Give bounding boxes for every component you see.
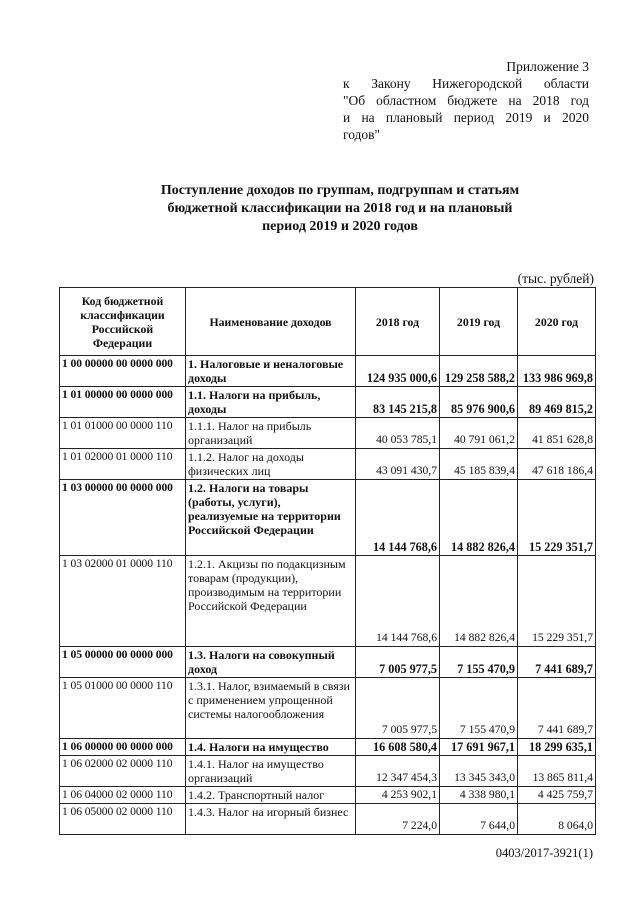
row-2019: 17 691 967,1 [440,739,518,756]
row-name: 1.1.2. Налог на доходы физических лиц [186,449,356,480]
row-name: 1.4.3. Налог на игорный бизнес [186,804,356,835]
row-2020: 133 986 969,8 [518,356,596,387]
table-row [60,418,596,449]
table-row [60,356,596,387]
row-code: 1 03 00000 00 0000 000 [60,480,186,556]
appendix-line-1: Приложение 3 [506,59,589,74]
row-2018: 83 145 215,8 [356,387,440,418]
row-2018: 7 005 977,5 [356,647,440,678]
header-name: Наименование доходов [186,288,356,356]
row-2020: 7 441 689,7 [518,678,596,739]
row-2018: 12 347 454,3 [356,756,440,787]
row-code: 1 06 04000 02 0000 110 [60,787,186,804]
row-2020: 13 865 811,4 [518,756,596,787]
table-row [60,678,596,739]
row-name: 1.4.2. Транспортный налог [186,787,356,804]
row-2020: 7 441 689,7 [518,647,596,678]
table-row [60,556,596,647]
row-2018: 14 144 768,6 [356,556,440,647]
appendix-line-4: и на плановый период 2019 и 2020 [343,110,589,125]
row-name: 1.4.1. Налог на имущество организаций [186,756,356,787]
row-2018: 124 935 000,6 [356,356,440,387]
row-code: 1 01 01000 00 0000 110 [60,418,186,449]
row-2018: 4 253 902,1 [356,787,440,804]
row-2019: 40 791 061,2 [440,418,518,449]
row-2018: 7 224,0 [356,804,440,835]
header-code: Код бюджетной классификации Российской Федерации [60,288,186,356]
row-code: 1 06 00000 00 0000 000 [60,739,186,756]
row-2018: 16 608 580,4 [356,739,440,756]
row-2020: 8 064,0 [518,804,596,835]
document-number: 0403/2017-3921(1) [495,846,593,860]
row-2020: 47 618 186,4 [518,449,596,480]
row-name: 1.1.1. Налог на прибыль организаций [186,418,356,449]
row-2019: 14 882 826,4 [440,480,518,556]
row-name: 1.3. Налоги на совокупный доход [186,647,356,678]
row-2020: 18 299 635,1 [518,739,596,756]
row-code: 1 00 00000 00 0000 000 [60,356,186,387]
table-row [60,647,596,678]
row-name: 1.1. Налоги на прибыль, доходы [186,387,356,418]
row-name: 1.4. Налоги на имущество [186,739,356,756]
row-code: 1 01 02000 01 0000 110 [60,449,186,480]
row-code: 1 01 00000 00 0000 000 [60,387,186,418]
row-2018: 40 053 785,1 [356,418,440,449]
row-code: 1 06 05000 02 0000 110 [60,804,186,835]
table-row [60,449,596,480]
row-2018: 43 091 430,7 [356,449,440,480]
row-code: 1 05 00000 00 0000 000 [60,647,186,678]
row-name: 1.2.1. Акцизы по подакцизным товарам (продукции), производимым на территории Российской Федерации [186,556,356,647]
row-name: 1.2. Налоги на товары (работы, услуги), реализуемые на территории Российской Федерации [186,480,356,556]
row-2019: 13 345 343,0 [440,756,518,787]
table-row [60,387,596,418]
row-2019: 45 185 839,4 [440,449,518,480]
header-2020: 2020 год [518,288,596,356]
table-row [60,756,596,787]
row-name: 1.3.1. Налог, взимаемый в связи с применением упрощенной системы налогообложения [186,678,356,739]
row-2020: 15 229 351,7 [518,556,596,647]
table-row [60,739,596,756]
table-row [60,787,596,804]
table-header-row [60,288,596,356]
row-2020: 15 229 351,7 [518,480,596,556]
row-name: 1. Налоговые и неналоговые доходы [186,356,356,387]
row-2019: 7 155 470,9 [440,678,518,739]
row-code: 1 06 02000 02 0000 110 [60,756,186,787]
title-line-2: бюджетной классификации на 2018 год и на плановый [167,201,513,216]
document-title [120,182,560,236]
row-2019: 14 882 826,4 [440,556,518,647]
row-2019: 129 258 588,2 [440,356,518,387]
table-row [60,480,596,556]
units-label: (тыс. рублей) [517,271,594,286]
row-2019: 85 976 900,6 [440,387,518,418]
row-code: 1 05 01000 00 0000 110 [60,678,186,739]
row-2020: 89 469 815,2 [518,387,596,418]
title-line-1: Поступление доходов по группам, подгруппам и статьям [160,183,520,198]
title-line-3: период 2019 и 2020 годов [262,219,418,234]
table-row [60,804,596,835]
row-2020: 4 425 759,7 [518,787,596,804]
appendix-note [343,58,589,143]
row-2019: 4 338 980,1 [440,787,518,804]
header-2018: 2018 год [356,288,440,356]
revenue-table [59,287,596,835]
appendix-line-5: годов" [343,127,381,142]
appendix-line-2: к Закону Нижегородской области [343,76,589,91]
header-2019: 2019 год [440,288,518,356]
row-2019: 7 155 470,9 [440,647,518,678]
row-2019: 7 644,0 [440,804,518,835]
row-2020: 41 851 628,8 [518,418,596,449]
row-2018: 14 144 768,6 [356,480,440,556]
row-code: 1 03 02000 01 0000 110 [60,556,186,647]
row-2018: 7 005 977,5 [356,678,440,739]
appendix-line-3: "Об областном бюджете на 2018 год [343,93,589,108]
